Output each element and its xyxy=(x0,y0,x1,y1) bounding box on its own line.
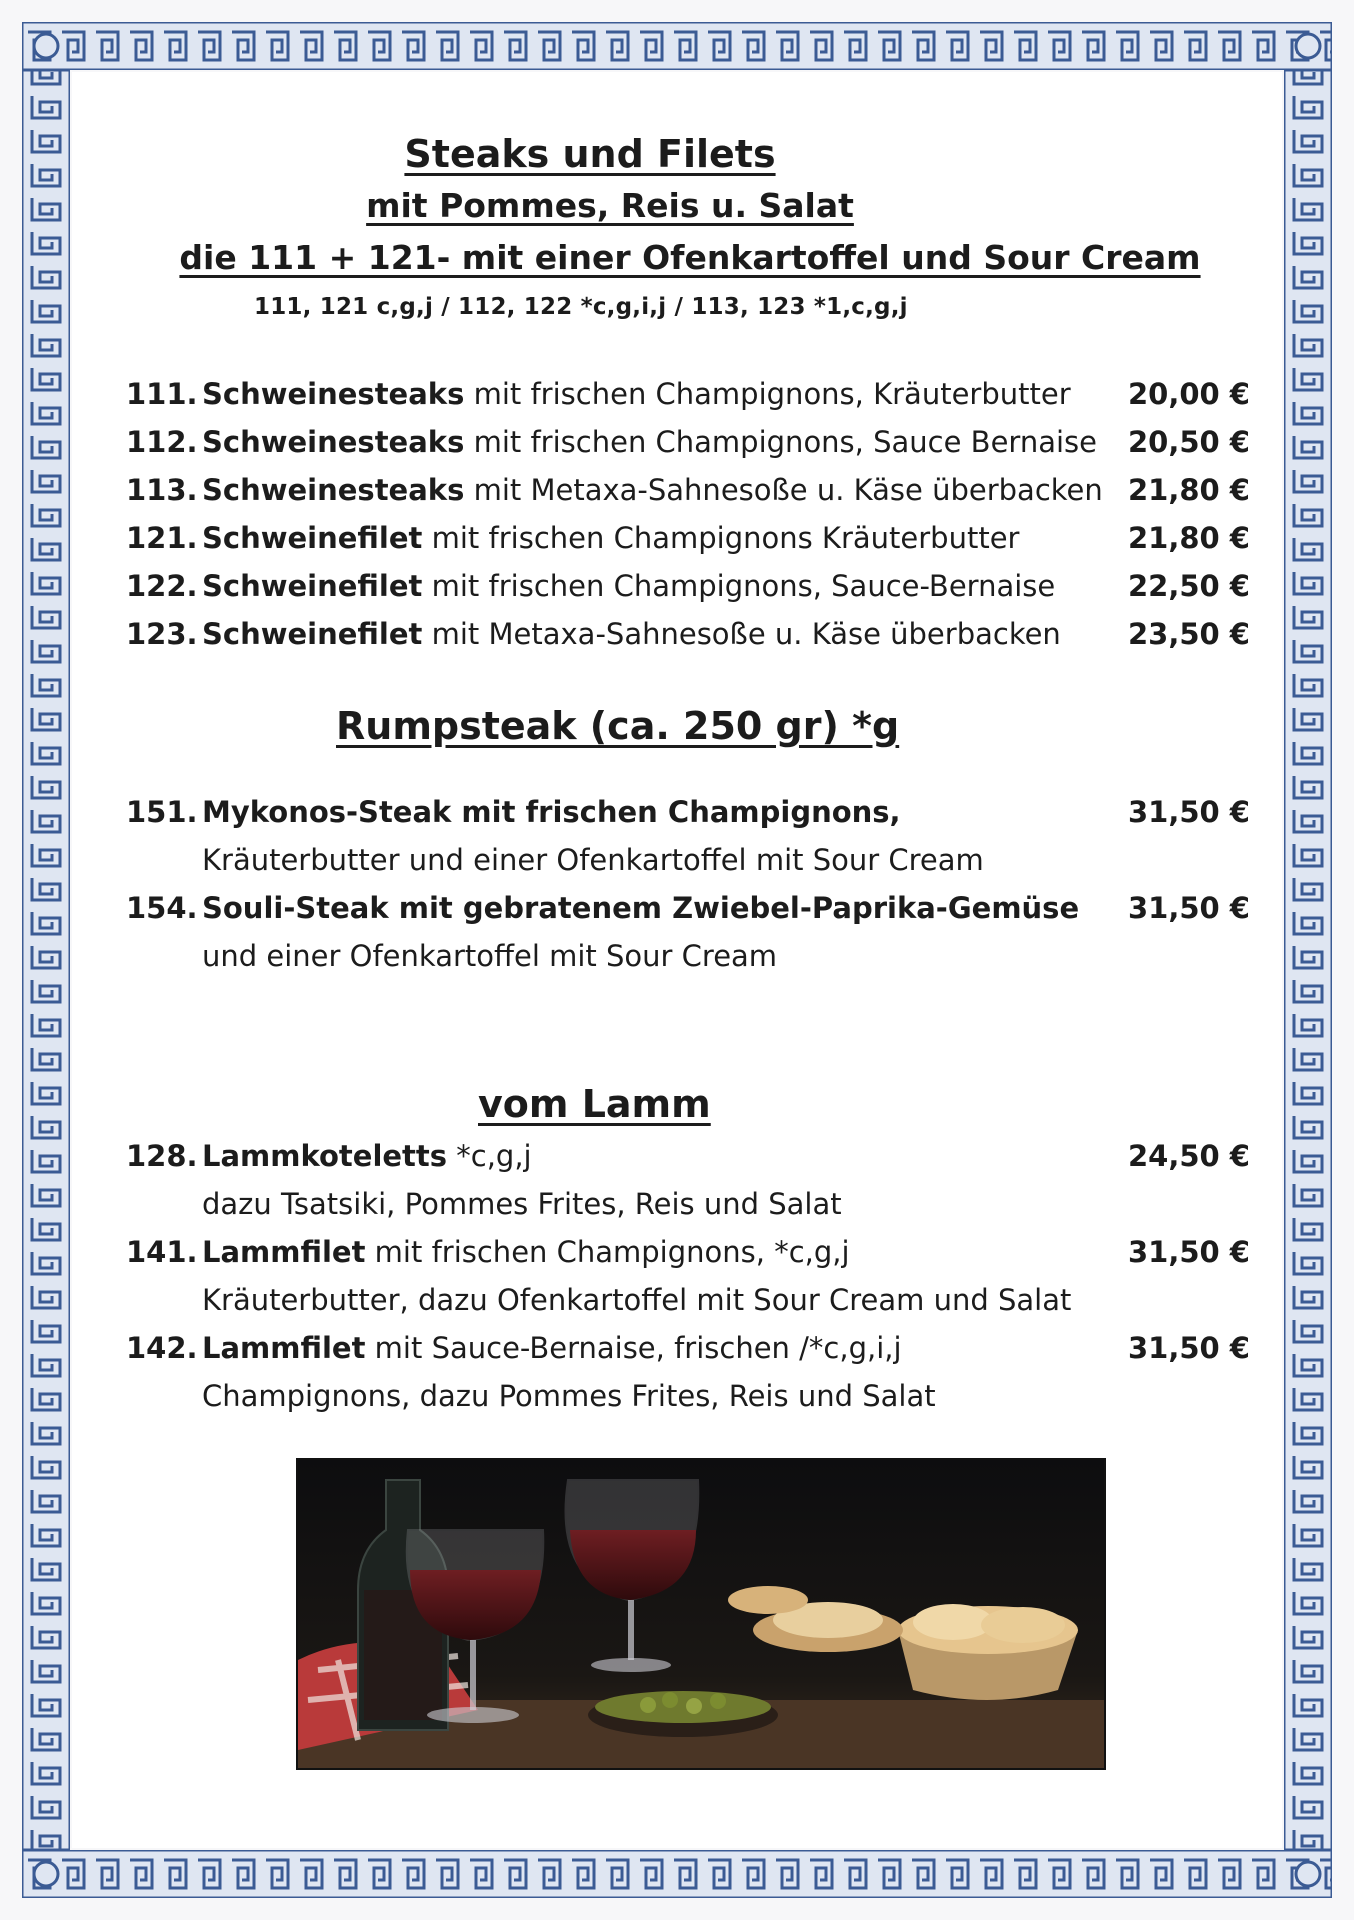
item-name: Souli-Steak mit gebratenem Zwiebel-Paprika-Gemüse xyxy=(202,891,1080,925)
item-price: 31,50 € xyxy=(1127,891,1250,925)
greek-key-border-bottom xyxy=(22,1850,1332,1898)
item-number: 122. xyxy=(126,569,198,603)
menu-item xyxy=(126,1132,1250,1180)
item-number: 111. xyxy=(126,377,198,411)
item-description: mit Metaxa-Sahnesoße u. Käse überbacken xyxy=(464,473,1103,507)
item-number: 154. xyxy=(126,891,198,925)
item-description: und einer Ofenkartoffel mit Sour Cream xyxy=(202,939,778,973)
item-price: 21,80 € xyxy=(1127,521,1250,555)
item-name: Schweinesteaks xyxy=(202,425,465,459)
item-number: 121. xyxy=(126,521,198,555)
item-number: 113. xyxy=(126,473,198,507)
item-price: 31,50 € xyxy=(1127,1235,1250,1269)
menu-item xyxy=(126,370,1250,418)
menu-item xyxy=(126,884,1250,932)
item-number: 151. xyxy=(126,795,198,829)
item-price: 22,50 € xyxy=(1127,569,1250,603)
item-description: mit frischen Champignons, Kräuterbutter xyxy=(464,377,1071,411)
item-description: Kräuterbutter, dazu Ofenkartoffel mit Sour Cream und Salat xyxy=(202,1283,1072,1317)
item-description: mit frischen Champignons Kräuterbutter xyxy=(422,521,1020,555)
item-description: mit Metaxa-Sahnesoße u. Käse überbacken xyxy=(422,617,1061,651)
item-name: Lammkoteletts xyxy=(202,1139,448,1173)
greek-key-border-top xyxy=(22,22,1332,70)
menu-item xyxy=(126,466,1250,514)
page-title: Steaks und Filets xyxy=(404,132,776,176)
menu-item xyxy=(126,418,1250,466)
item-name: Mykonos-Steak mit frischen Champignons, xyxy=(202,795,901,829)
item-price: 31,50 € xyxy=(1127,795,1250,829)
item-name: Lammfilet xyxy=(202,1331,366,1365)
item-description: mit Sauce-Bernaise, frischen /*c,g,i,j xyxy=(365,1331,902,1365)
item-description: Champignons, dazu Pommes Frites, Reis und Salat xyxy=(202,1379,936,1413)
item-description: mit frischen Champignons, Sauce-Bernaise xyxy=(422,569,1056,603)
greek-key-border-left xyxy=(22,22,70,1898)
item-name: Schweinefilet xyxy=(202,617,423,651)
item-description: dazu Tsatsiki, Pommes Frites, Reis und Salat xyxy=(202,1187,842,1221)
menu-item xyxy=(126,1324,1250,1372)
greek-key-border-right xyxy=(1284,22,1332,1898)
menu-item xyxy=(126,1228,1250,1276)
menu-item xyxy=(126,514,1250,562)
item-price: 21,80 € xyxy=(1127,473,1250,507)
item-price: 20,00 € xyxy=(1127,377,1250,411)
item-allergens: *c,g,j xyxy=(447,1139,532,1173)
item-number: 142. xyxy=(126,1331,198,1365)
item-name: Schweinefilet xyxy=(202,521,423,555)
wine-and-bread-photo xyxy=(296,1458,1106,1770)
item-name: Schweinefilet xyxy=(202,569,423,603)
page-note: die 111 + 121- mit einer Ofenkartoffel und Sour Cream xyxy=(179,238,1201,277)
photo-illustration xyxy=(298,1460,1104,1768)
menu-item xyxy=(126,610,1250,658)
item-number: 141. xyxy=(126,1235,198,1269)
item-price: 24,50 € xyxy=(1127,1139,1250,1173)
section-title-rumpsteak: Rumpsteak (ca. 250 gr) *g xyxy=(336,704,900,748)
item-price: 31,50 € xyxy=(1127,1331,1250,1365)
menu-item xyxy=(126,562,1250,610)
page-subtitle: mit Pommes, Reis u. Salat xyxy=(366,186,854,225)
menu-item xyxy=(126,788,1250,836)
item-number: 112. xyxy=(126,425,198,459)
item-name: Schweinesteaks xyxy=(202,377,465,411)
item-description: mit frischen Champignons, Sauce Bernaise xyxy=(464,425,1097,459)
item-price: 20,50 € xyxy=(1127,425,1250,459)
item-name: Schweinesteaks xyxy=(202,473,465,507)
item-number: 128. xyxy=(126,1139,198,1173)
item-description: Kräuterbutter und einer Ofenkartoffel mit Sour Cream xyxy=(202,843,984,877)
item-price: 23,50 € xyxy=(1127,617,1250,651)
item-description: mit frischen Champignons, *c,g,j xyxy=(365,1235,850,1269)
item-number: 123. xyxy=(126,617,198,651)
item-name: Lammfilet xyxy=(202,1235,366,1269)
section-title-lamm: vom Lamm xyxy=(478,1082,711,1126)
allergen-codes: 111, 121 c,g,j / 112, 122 *c,g,i,j / 113, 123 *1,c,g,j xyxy=(254,294,908,320)
